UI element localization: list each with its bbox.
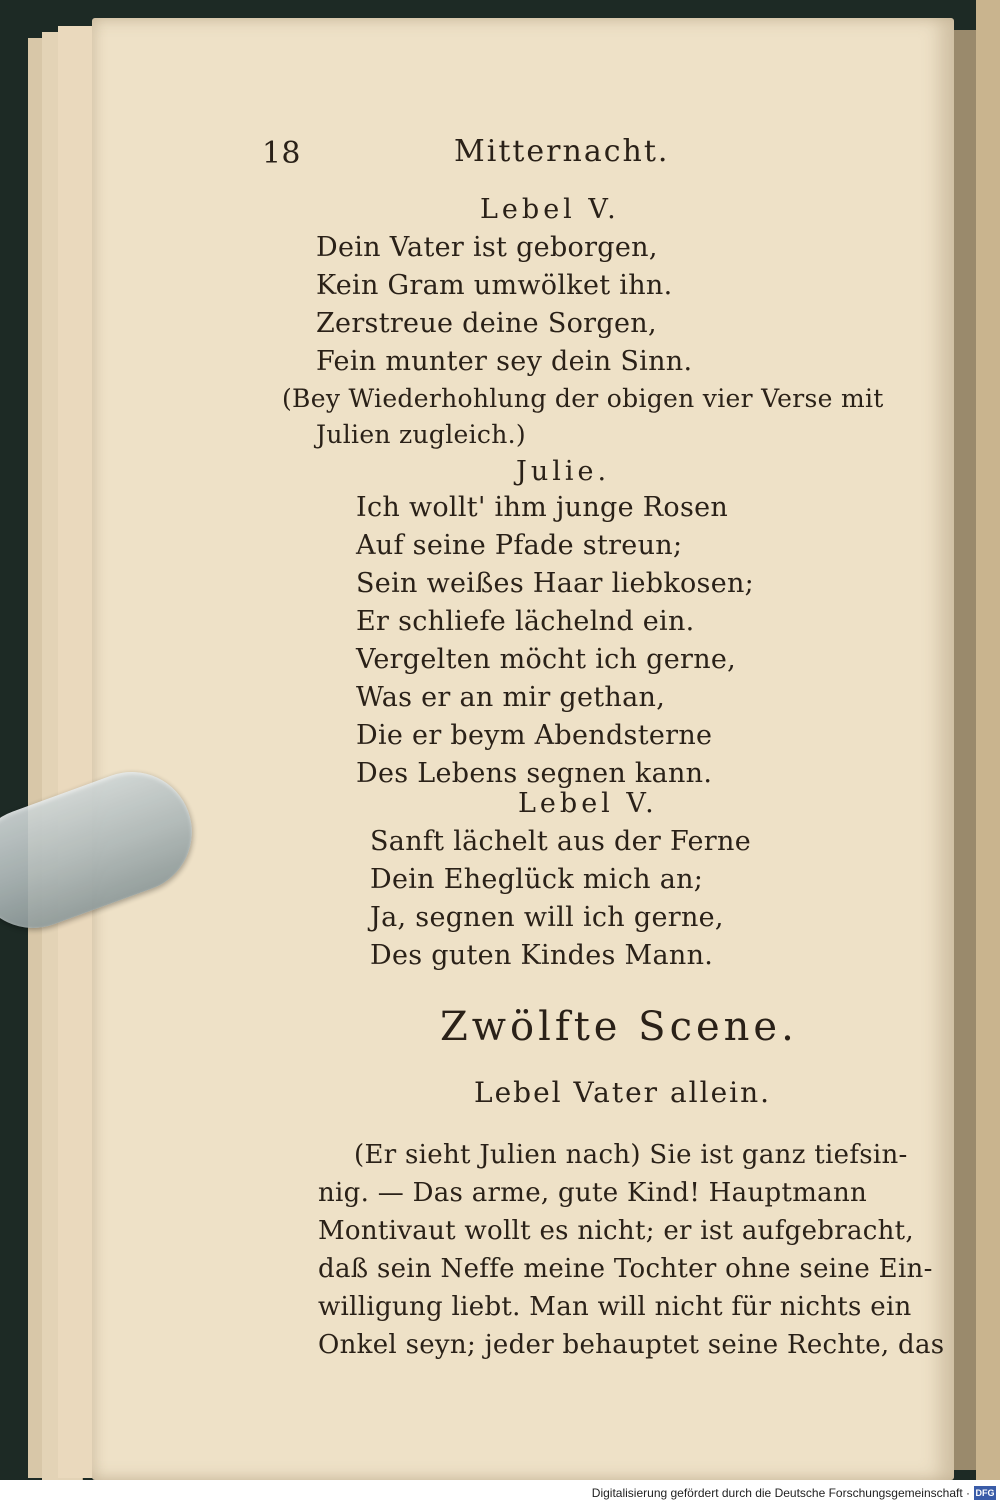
- book-spine-shadow: [954, 30, 976, 1470]
- prose-line: Onkel seyn; jeder behauptet seine Rechte, das: [318, 1330, 945, 1360]
- footer-bar: [0, 1480, 1000, 1509]
- verse-line: Er schliefe lächelnd ein.: [356, 606, 695, 637]
- verse-line: Was er an mir gethan,: [356, 682, 666, 713]
- verse-line: Ja, segnen will ich gerne,: [370, 902, 724, 933]
- verse-line: Vergelten möcht ich gerne,: [356, 644, 737, 675]
- verse-line: Auf seine Pfade streun;: [356, 530, 683, 561]
- stage-direction: (Bey Wiederhohlung der obigen vier Verse mit: [282, 384, 884, 413]
- verse-line: Die er beym Abendsterne: [356, 720, 713, 751]
- footer-credit: Digitalisierung gefördert durch die Deutsche Forschungsgemeinschaft ·: [591, 1486, 970, 1500]
- prose-line: daß sein Neffe meine Tochter ohne seine Ein-: [318, 1254, 933, 1284]
- scene-subheading: Lebel Vater allein.: [474, 1076, 772, 1109]
- prose-line: Montivaut wollt es nicht; er ist aufgebracht,: [318, 1216, 914, 1246]
- verse-line: Des guten Kindes Mann.: [370, 940, 714, 971]
- verse-line: Kein Gram umwölket ihn.: [316, 270, 673, 301]
- dfg-logo: DFG: [975, 1488, 995, 1498]
- verse-line: Dein Vater ist geborgen,: [316, 232, 658, 263]
- verse-line: Des Lebens segnen kann.: [356, 758, 713, 789]
- prose-line: (Er sieht Julien nach) Sie ist ganz tiefsin-: [354, 1140, 908, 1170]
- prose-line: nig. — Das arme, gute Kind! Hauptmann: [318, 1178, 868, 1208]
- running-title: Mitternacht.: [454, 134, 670, 169]
- verse-line: Sanft lächelt aus der Ferne: [370, 826, 751, 857]
- verse-line: Ich wollt' ihm junge Rosen: [356, 492, 729, 523]
- stage-direction: Julien zugleich.): [316, 420, 526, 449]
- prose-line: willigung liebt. Man will nicht für nichts ein: [318, 1292, 912, 1322]
- verse-line: Fein munter sey dein Sinn.: [316, 346, 693, 377]
- speaker-label: Lebel V.: [480, 194, 620, 225]
- verse-line: Sein weißes Haar liebkosen;: [356, 568, 755, 599]
- verse-line: Dein Ehеglück mich an;: [370, 864, 704, 895]
- next-page-edge: [976, 0, 1000, 1480]
- page-number: 18: [262, 136, 301, 171]
- scene-heading: Zwölfte Scene.: [440, 1004, 798, 1050]
- speaker-label: Lebel V.: [518, 788, 658, 819]
- speaker-label: Julie.: [516, 456, 611, 487]
- verse-line: Zerstreue deine Sorgen,: [316, 308, 657, 339]
